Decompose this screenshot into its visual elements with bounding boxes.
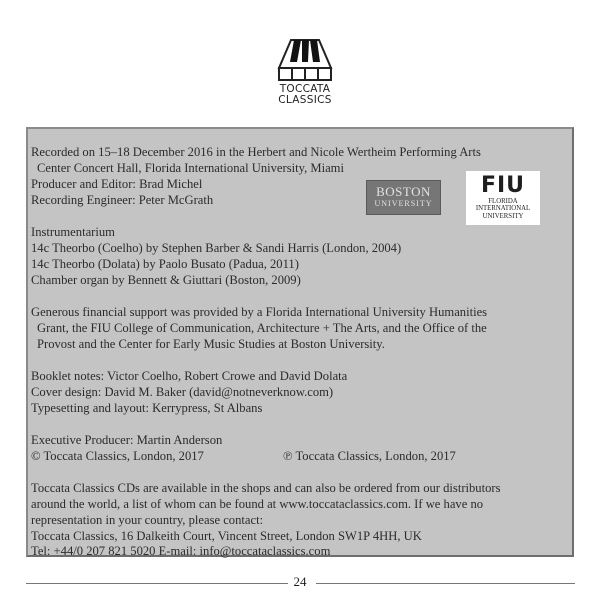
distribution-line-3: representation in your country, please contact: [31, 513, 264, 527]
bu-line-2: UNIVERSITY [374, 199, 433, 208]
fiu-line-3: UNIVERSITY [482, 212, 524, 220]
distribution-line-2: around the world, a list of whom can be found at www.toccataclassics.com. If we have no [31, 497, 484, 511]
fiu-logo [466, 171, 540, 225]
logo-line-1: TOCCATA [279, 83, 331, 95]
producer-line: Producer and Editor: Brad Michel [31, 177, 203, 191]
instrument-item: Chamber organ by Bennett & Giuttari (Boston, 2009) [31, 273, 301, 287]
distribution-line-5: Tel: +44/0 207 821 5020 E-mail: info@toccataclassics.com [31, 544, 331, 558]
copyright-line: © Toccata Classics, London, 2017 [31, 449, 204, 463]
distribution-line-4: Toccata Classics, 16 Dalkeith Court, Vincent Street, London SW1P 4HH, UK [31, 529, 422, 543]
engineer-line: Recording Engineer: Peter McGrath [31, 193, 214, 207]
recording-line-1: Recorded on 15–18 December 2016 in the Herbert and Nicole Wertheim Performing Arts [31, 145, 481, 159]
fiu-line-2: INTERNATIONAL [475, 205, 531, 213]
recording-line-2: Center Concert Hall, Florida International University, Miami [37, 161, 344, 175]
fiu-line-1: FLORIDA [488, 198, 518, 205]
executive-producer: Executive Producer: Martin Anderson [31, 433, 223, 447]
support-line-2: Grant, the FIU College of Communication, Architecture + The Arts, and the Office of the [37, 321, 487, 335]
instruments-heading: Instrumentarium [31, 225, 115, 239]
bu-line-1: BOSTON [376, 184, 431, 199]
footer-rule-left [26, 583, 288, 584]
page-number: 24 [293, 574, 307, 589]
logo-line-2: CLASSICS [278, 94, 332, 106]
footer-rule-right [316, 583, 575, 584]
cover-design: Cover design: David M. Baker (david@notneverknow.com) [31, 385, 334, 399]
support-line-3: Provost and the Center for Early Music Studies at Boston University. [37, 337, 385, 351]
fiu-big: FIU [480, 173, 526, 198]
support-line-1: Generous financial support was provided by a Florida International University Humanities [31, 305, 488, 319]
boston-university-logo [366, 180, 441, 215]
piano-keys-icon [277, 38, 333, 84]
instrument-item: 14c Theorbo (Dolata) by Paolo Busato (Padua, 2011) [31, 257, 299, 271]
typesetting: Typesetting and layout: Kerrypress, St Albans [31, 401, 263, 415]
toccata-classics-logo [265, 38, 345, 118]
booklet-notes: Booklet notes: Victor Coelho, Robert Crowe and David Dolata [31, 369, 348, 383]
phonogram-line: ℗ Toccata Classics, London, 2017 [283, 449, 456, 463]
distribution-line-1: Toccata Classics CDs are available in the shops and can also be ordered from our distributors [31, 481, 501, 495]
instrument-item: 14c Theorbo (Coelho) by Stephen Barber & Sandi Harris (London, 2004) [31, 241, 402, 255]
